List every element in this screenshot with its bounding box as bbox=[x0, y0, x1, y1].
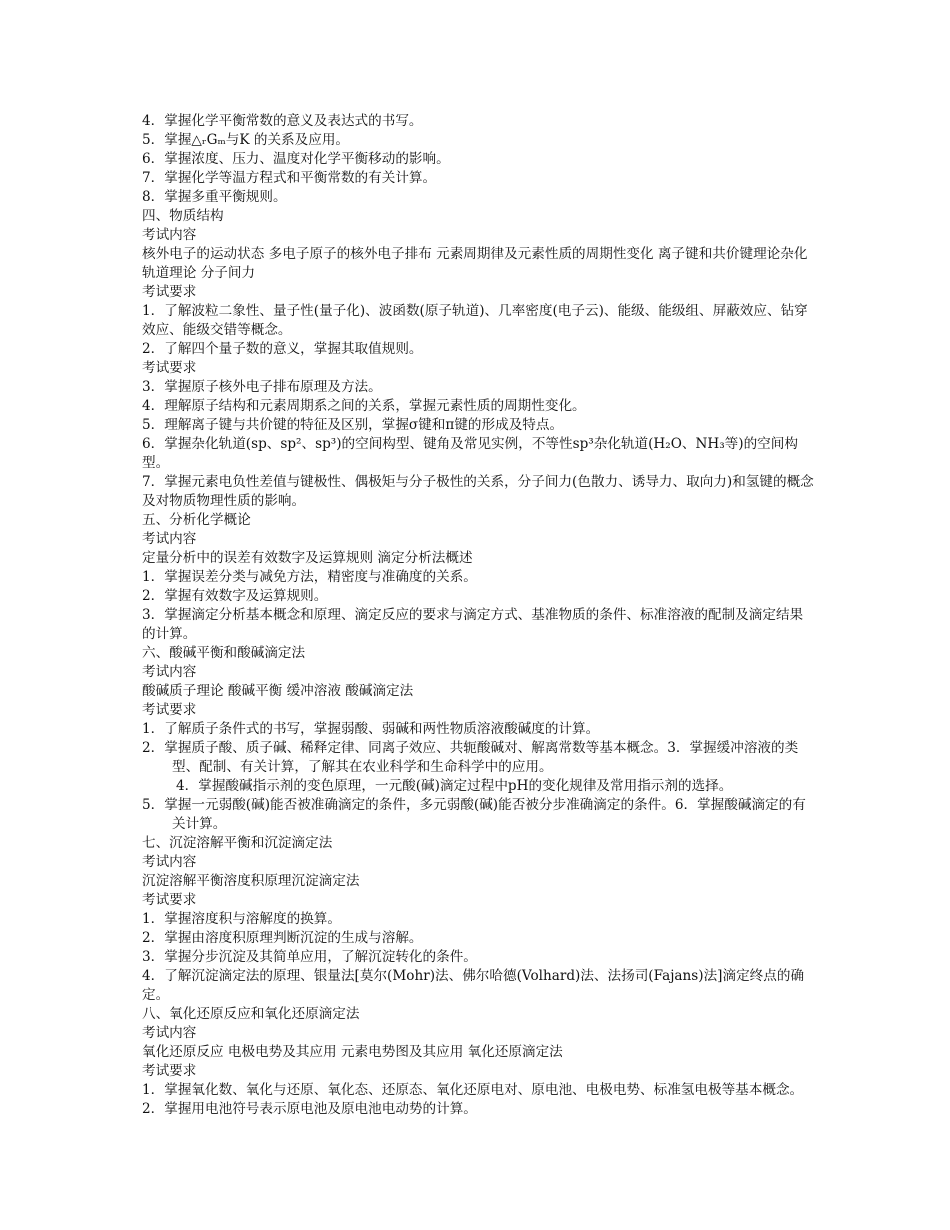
text-line: 4．掌握化学平衡常数的意义及表达式的书写。 bbox=[142, 113, 423, 129]
text-line: 4．掌握酸碱指示剂的变色原理，一元酸(碱)滴定过程中pH的变化规律及常用指示剂的选择。 bbox=[176, 778, 733, 794]
subsection-label: 考试内容 bbox=[142, 854, 197, 870]
text-line: 氧化还原反应 电极电势及其应用 元素电势图及其应用 氧化还原滴定法 bbox=[142, 1044, 563, 1060]
subsection-label: 考试内容 bbox=[142, 227, 197, 243]
text-line: 2．掌握由溶度积原理判断沉淀的生成与溶解。 bbox=[142, 930, 423, 946]
text-line: 1．掌握氧化数、氧化与还原、氧化态、还原态、氧化还原电对、原电池、电极电势、标准氢电极等基本概念。 bbox=[142, 1082, 804, 1098]
text-line: 2．掌握质子酸、质子碱、稀释定律、同离子效应、共轭酸碱对、解离常数等基本概念。3．掌握缓冲溶液的类型、配制、有关计算，了解其在农业科学和生命科学中的应用。 bbox=[142, 740, 799, 775]
text-line: 1．了解波粒二象性、量子性(量子化)、波函数(原子轨道)、几率密度(电子云)、能级、能级组、屏蔽效应、钻穿效应、能级交错等概念。 bbox=[142, 303, 808, 338]
section-heading: 七、沉淀溶解平衡和沉淀滴定法 bbox=[142, 835, 333, 851]
text-line: 4．理解原子结构和元素周期系之间的关系，掌握元素性质的周期性变化。 bbox=[142, 398, 586, 414]
subsection-label: 考试要求 bbox=[142, 702, 197, 718]
text-line: 3．掌握滴定分析基本概念和原理、滴定反应的要求与滴定方式、基准物质的条件、标准溶液的配制及滴定结果的计算。 bbox=[142, 607, 804, 642]
subsection-label: 考试内容 bbox=[142, 1025, 197, 1041]
section-heading: 四、物质结构 bbox=[142, 208, 224, 224]
subsection-label: 考试内容 bbox=[142, 531, 197, 547]
text-line: 6．掌握浓度、压力、温度对化学平衡移动的影响。 bbox=[142, 151, 450, 167]
text-line: 7．掌握化学等温方程式和平衡常数的有关计算。 bbox=[142, 170, 437, 186]
text-line: 核外电子的运动状态 多电子原子的核外电子排布 元素周期律及元素性质的周期性变化 离子键和共价键理论杂化轨道理论 分子间力 bbox=[142, 246, 808, 281]
text-line: 1．掌握误差分类与减免方法，精密度与准确度的关系。 bbox=[142, 569, 477, 585]
subsection-label: 考试要求 bbox=[142, 1063, 197, 1079]
section-heading: 五、分析化学概论 bbox=[142, 512, 251, 528]
text-line: 4．了解沉淀滴定法的原理、银量法[莫尔(Mohr)法、佛尔哈德(Volhard)法、法扬司(Fajans)法]滴定终点的确定。 bbox=[142, 968, 805, 1003]
text-line: 沉淀溶解平衡溶度积原理沉淀滴定法 bbox=[142, 873, 360, 889]
text-line: 1．了解质子条件式的书写，掌握弱酸、弱碱和两性物质溶液酸碱度的计算。 bbox=[142, 721, 600, 737]
text-line: 2．掌握用电池符号表示原电池及原电池电动势的计算。 bbox=[142, 1101, 477, 1117]
text-line: 5．掌握△ᵣGₘ与K 的关系及应用。 bbox=[142, 132, 350, 148]
subsection-label: 考试要求 bbox=[142, 284, 197, 300]
text-line: 5．理解离子键与共价键的特征及区别，掌握σ键和π键的形成及特点。 bbox=[142, 417, 564, 433]
text-line: 2．掌握有效数字及运算规则。 bbox=[142, 588, 328, 604]
document-body bbox=[142, 112, 814, 1119]
text-line: 3．掌握分步沉淀及其简单应用，了解沉淀转化的条件。 bbox=[142, 949, 477, 965]
text-line: 2．了解四个量子数的意义，掌握其取值规则。 bbox=[142, 341, 423, 357]
section-heading: 八、氧化还原反应和氧化还原滴定法 bbox=[142, 1006, 360, 1022]
subsection-label: 考试内容 bbox=[142, 664, 197, 680]
subsection-label: 考试要求 bbox=[142, 892, 197, 908]
text-line: 定量分析中的误差有效数字及运算规则 滴定分析法概述 bbox=[142, 550, 473, 566]
section-heading: 六、酸碱平衡和酸碱滴定法 bbox=[142, 645, 306, 661]
text-line: 7．掌握元素电负性差值与键极性、偶极矩与分子极性的关系，分子间力(色散力、诱导力、取向力)和氢键的概念及对物质物理性质的影响。 bbox=[142, 474, 814, 509]
text-line: 3．掌握原子核外电子排布原理及方法。 bbox=[142, 379, 382, 395]
text-line: 1．掌握溶度积与溶解度的换算。 bbox=[142, 911, 341, 927]
subsection-label: 考试要求 bbox=[142, 360, 197, 376]
text-line: 8．掌握多重平衡规则。 bbox=[142, 189, 287, 205]
text-line: 酸碱质子理论 酸碱平衡 缓冲溶液 酸碱滴定法 bbox=[142, 683, 414, 699]
text-line: 6．掌握杂化轨道(sp、sp²、sp³)的空间构型、键角及常见实例，不等性sp³杂化轨道(H₂O、NH₃等)的空间构型。 bbox=[142, 436, 798, 471]
text-line: 5．掌握一元弱酸(碱)能否被准确滴定的条件，多元弱酸(碱)能否被分步准确滴定的条件。6．掌握酸碱滴定的有关计算。 bbox=[142, 797, 806, 832]
